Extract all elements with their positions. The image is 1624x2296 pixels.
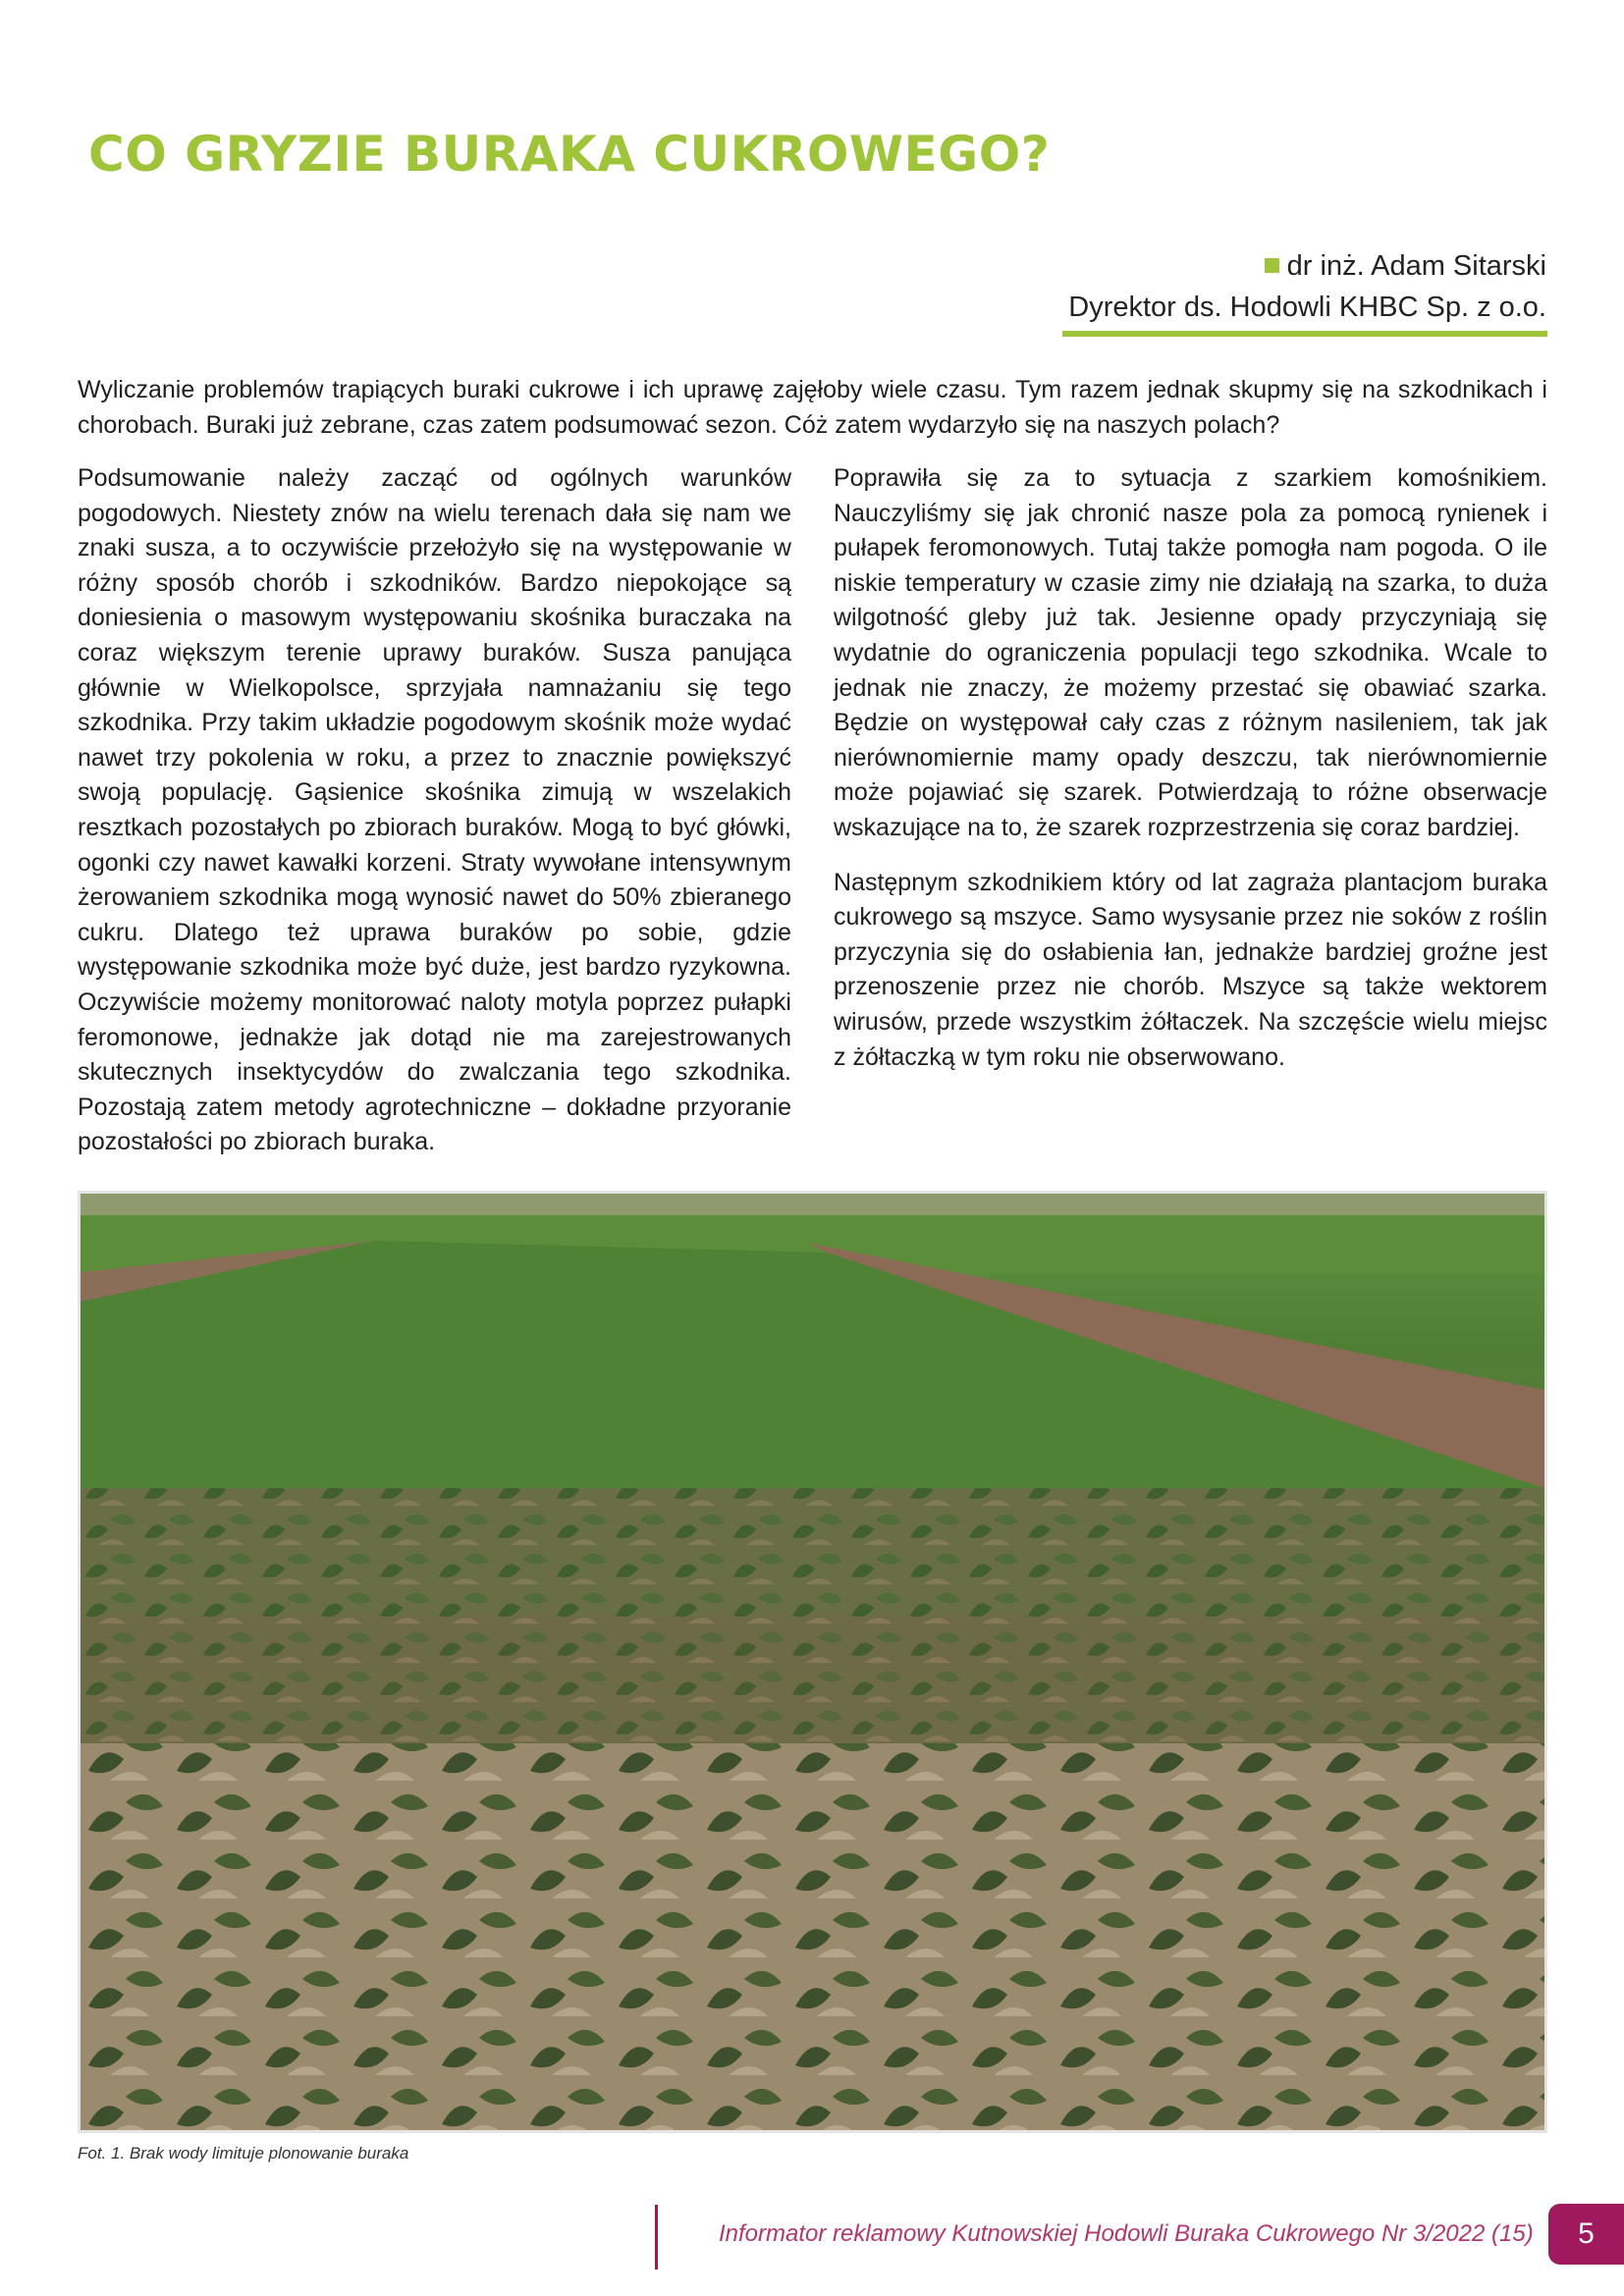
paragraph: Następnym szkodnikiem który od lat zagraża plantacjom buraka cukrowego są mszyce. Samo wysysanie przez nie soków z roślin przyczynia się do osłabienia łan, jednakże bardziej groźne jest przenoszenie przez nie chorób. Mszyce są także wektorem wirusów, przede wszystkim żółtaczek. Na szczęście wielu miejsc z żółtaczką w tym roku nie obserwowano. [834,868,1547,1071]
paragraph: Poprawiła się za to sytuacja z szarkiem komośnikiem. Nauczyliśmy się jak chronić nasze pola za pomocą rynienek i pułapek feromonowych. Tutaj także pomogła nam pogoda. O ile niskie temperatury w czasie zimy nie działają na szarka, to duża wilgotność gleby już tak. Jesienne opady przyczyniają się wydatnie do ograniczenia populacji tego szkodnika. Wcale to jednak nie znaczy, że możemy przestać się obawiać szarka. Będzie on występował cały czas z różnym nasileniem, tak jak nierównomiernie mamy opady deszczu, tak nierównomiernie może pojawiać się szarek. Potwierdzają to różne obserwacje wskazujące na to, że szarek rozprzestrzenia się coraz bardziej. [834,464,1547,841]
footer-publication: Informator reklamowy Kutnowskiej Hodowli Buraka Cukrowego Nr 3/2022 (15) [719,2220,1534,2247]
author-block [1068,245,1546,328]
paragraph: Podsumowanie należy zacząć od ogólnych warunków pogodowych. Niestety znów na wielu terenach dała się nam we znaki susza, a to oczywiście przełożyło się na występowanie w różny sposób chorób i szkodników. Bardzo niepokojące są doniesienia o masowym występowaniu skośnika buraczaka na coraz większym terenie uprawy buraków. Susza panująca głównie w Wielkopolsce, sprzyjała namnażaniu się tego szkodnika. Przy takim układzie pogodowym skośnik może wydać nawet trzy pokolenia w roku, a przez to znacznie powiększyć swoją populację. Gąsienice skośnika zimują w wszelakich resztkach pozostałych po zbiorach buraków. Mogą to być główki, ogonki czy nawet kawałki korzeni. Straty wywołane intensywnym żerowaniem szkodnika mogą wynosić nawet do 50% zbieranego cukru. Dlatego też uprawa buraków po sobie, gdzie występowanie szkodnika może być duże, jest bardzo ryzykowna. Oczywiście możemy monitorować naloty motyla poprzez pułapki feromonowe, jednakże jak dotąd nie ma zarejestrowanych skutecznych insektycydów do zwalczania tego szkodnika. Pozostają zatem metody agrotechniczne – dokładne przyoranie pozostałości po zbiorach buraka. [78,464,791,1156]
author-name-line [1068,245,1546,287]
page-number: 5 [1548,2204,1624,2265]
article-lead: Wyliczanie problemów trapiących buraki cukrowe i ich uprawę zajęłoby wiele czasu. Tym razem jednak skupmy się na szkodnikach i chorobach. Buraki już zebrane, czas zatem podsumować sezon. Cóż zatem wydarzyło się na naszych polach? [78,376,1547,439]
green-square-icon [1265,258,1279,273]
column-right [834,461,1547,1075]
sugar-beet-field-illustration [81,1194,1544,2130]
author-underline [1062,331,1547,337]
photo-caption: Fot. 1. Brak wody limituje plonowanie buraka [78,2144,409,2163]
author-name: dr inż. Adam Sitarski [1286,250,1546,282]
column-left [78,461,791,1160]
field-photo [78,1191,1547,2133]
article-title: CO GRYZIE BURAKA CUKROWEGO? [88,126,1051,183]
author-role: Dyrektor ds. Hodowli KHBC Sp. z o.o. [1068,292,1546,323]
footer-divider [655,2205,658,2269]
